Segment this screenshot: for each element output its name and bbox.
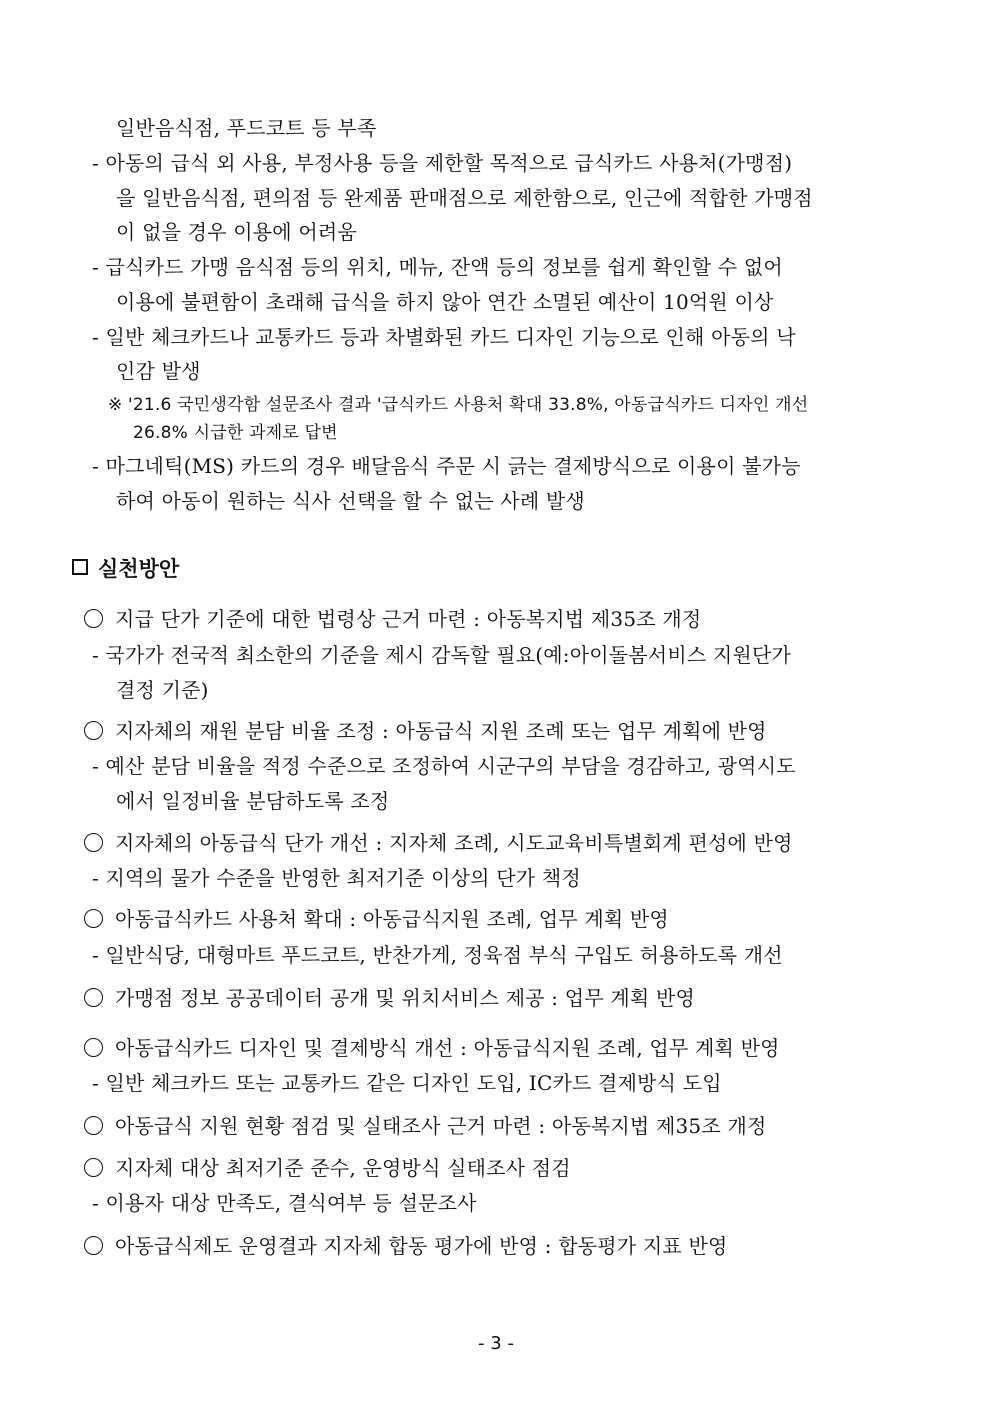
- dash-item: - 이용자 대상 만족도, 결식여부 등 설문조사: [92, 1191, 477, 1215]
- continued-text-line: 일반음식점, 푸드코트 등 부족: [116, 116, 377, 140]
- bullet-line: - 일반 체크카드나 교통카드 등과 차별화된 카드 디자인 기능으로 인해 아동의 낙: [92, 325, 796, 349]
- circle-item-text: 아동급식 지원 현황 점검 및 실태조사 근거 마련 : 아동복지법 제35조 개정: [115, 1114, 767, 1138]
- bullet-line: - 급식카드 가맹 음식점 등의 위치, 메뉴, 잔액 등의 정보를 쉽게 확인할 수 없어: [92, 255, 783, 279]
- circle-item-text: 지자체 대상 최저기준 준수, 운영방식 실태조사 점검: [115, 1156, 571, 1180]
- dash-item: - 국가가 전국적 최소한의 기준을 제시 감독할 필요(예:아이돌봄서비스 지원단가: [92, 643, 791, 667]
- footnote-continuation: 26.8% 시급한 과제로 답변: [133, 423, 338, 443]
- circle-item-text: 지급 단가 기준에 대한 법령상 근거 마련 : 아동복지법 제35조 개정: [115, 607, 702, 631]
- bullet-line: - 아동의 급식 외 사용, 부정사용 등을 제한할 목적으로 급식카드 사용처(가맹점): [92, 151, 793, 175]
- circle-item-text: 아동급식카드 사용처 확대 : 아동급식지원 조례, 업무 계획 반영: [115, 907, 669, 931]
- circle-bullet-icon: [84, 1038, 103, 1057]
- circle-item: [84, 606, 701, 632]
- circle-item: [84, 985, 695, 1011]
- circle-item: [84, 718, 767, 744]
- dash-item: - 일반 체크카드 또는 교통카드 같은 디자인 도입, IC카드 결제방식 도입: [92, 1071, 722, 1095]
- dash-item-continuation: 에서 일정비율 분담하도록 조정: [116, 789, 390, 813]
- bullet-continuation: 을 일반음식점, 편의점 등 완제품 판매점으로 제한함으로, 인근에 적합한 가맹점: [116, 186, 813, 210]
- circle-item-text: 아동급식카드 디자인 및 결제방식 개선 : 아동급식지원 조례, 업무 계획 반영: [115, 1036, 780, 1060]
- circle-item-text: 지자체의 아동급식 단가 개선 : 지자체 조례, 시도교육비특별회계 편성에 반영: [115, 831, 793, 855]
- circle-item: [84, 1035, 780, 1061]
- bullet-continuation: 이 없을 경우 이용에 어려움: [116, 220, 357, 244]
- dash-item-continuation: 결정 기준): [116, 678, 209, 702]
- bullet-continuation: 이용에 불편함이 초래해 급식을 하지 않아 연간 소멸된 예산이 10억원 이상: [116, 290, 774, 314]
- bullet-line: - 마그네틱(MS) 카드의 경우 배달음식 주문 시 긁는 결제방식으로 이용이 불가능: [92, 454, 801, 478]
- circle-item-text: 아동급식제도 운영결과 지자체 합동 평가에 반영 : 합동평가 지표 반영: [115, 1234, 728, 1258]
- section-heading: [72, 555, 179, 583]
- dash-item: - 예산 분담 비율을 적정 수준으로 조정하여 시군구의 부담을 경감하고, 광역시도: [92, 754, 796, 778]
- circle-item-text: 지자체의 재원 분담 비율 조정 : 아동급식 지원 조례 또는 업무 계획에 반영: [115, 719, 767, 743]
- circle-bullet-icon: [84, 1116, 103, 1135]
- circle-bullet-icon: [84, 1236, 103, 1255]
- circle-bullet-icon: [84, 909, 103, 928]
- dash-item: - 지역의 물가 수준을 반영한 최저기준 이상의 단가 책정: [92, 866, 581, 890]
- dash-item: - 일반식당, 대형마트 푸드코트, 반찬가게, 정육점 부식 구입도 허용하도록 개선: [92, 943, 783, 967]
- circle-item: [84, 830, 793, 856]
- footnote-line: ※ '21.6 국민생각함 설문조사 결과 '급식카드 사용처 확대 33.8%, 아동급식카드 디자인 개선: [108, 395, 809, 415]
- circle-bullet-icon: [84, 988, 103, 1007]
- circle-item: [84, 1233, 728, 1259]
- section-title: 실천방안: [98, 557, 180, 581]
- circle-bullet-icon: [84, 721, 103, 740]
- circle-item: [84, 1113, 766, 1139]
- circle-bullet-icon: [84, 833, 103, 852]
- circle-item-text: 가맹점 정보 공공데이터 공개 및 위치서비스 제공 : 업무 계획 반영: [115, 986, 696, 1010]
- checkbox-square-icon: [72, 559, 88, 575]
- bullet-continuation: 인감 발생: [116, 359, 201, 383]
- circle-bullet-icon: [84, 1158, 103, 1177]
- bullet-continuation: 하여 아동이 원하는 식사 선택을 할 수 없는 사례 발생: [116, 489, 585, 513]
- circle-item: [84, 1155, 571, 1181]
- circle-item: [84, 906, 669, 932]
- circle-bullet-icon: [84, 609, 103, 628]
- page-number: - 3 -: [478, 1333, 514, 1354]
